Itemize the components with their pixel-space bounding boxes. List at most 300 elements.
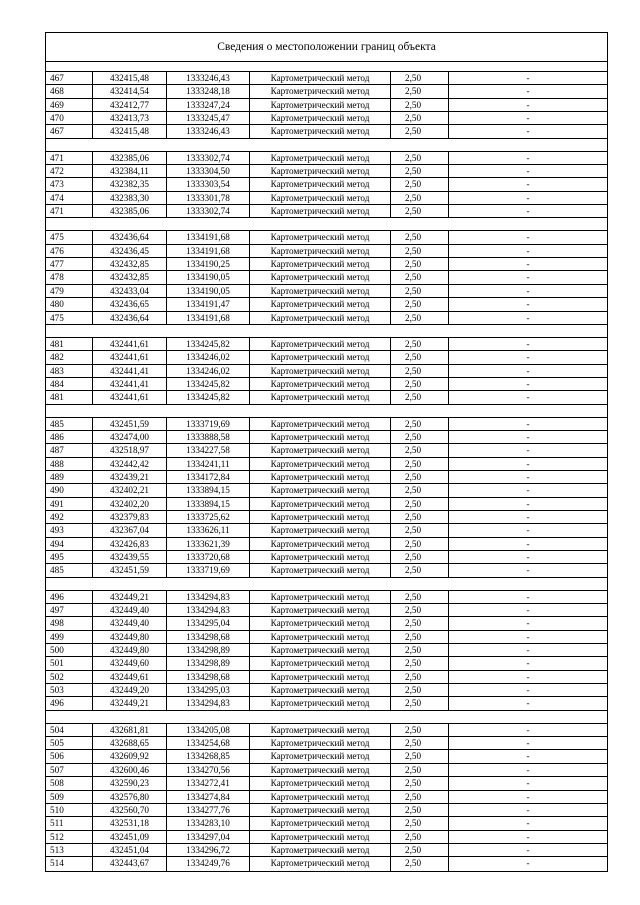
note-cell: -: [526, 113, 530, 124]
point-number-cell: 487: [46, 444, 93, 456]
method-cell: Картометрический метод: [250, 791, 391, 803]
group-separator: [46, 711, 607, 724]
point-number-cell: 511: [46, 817, 93, 829]
coord-y-cell: 1334294,83: [167, 591, 250, 603]
coord-x-cell: 432426,83: [93, 538, 167, 550]
accuracy-cell: 2,50: [391, 72, 449, 84]
coord-x-cell: 432439,21: [93, 471, 167, 483]
group-separator: [46, 62, 607, 72]
note-cell: -: [526, 831, 530, 842]
coord-y-cell: 1334190,05: [167, 285, 250, 297]
note-cell: -: [526, 192, 530, 203]
coord-y-cell: 1334294,83: [167, 604, 250, 616]
method-cell: Картометрический метод: [250, 351, 391, 363]
accuracy-cell: 2,50: [391, 391, 449, 403]
point-number-cell: 514: [46, 857, 93, 870]
coord-y-cell: 1334190,05: [167, 271, 250, 283]
coord-y-cell: 1333246,43: [167, 72, 250, 84]
note-cell: -: [526, 431, 530, 442]
accuracy-cell: 2,50: [391, 844, 449, 856]
method-cell: Картометрический метод: [250, 777, 391, 789]
method-cell: Картометрический метод: [250, 285, 391, 297]
table-row: [46, 750, 607, 763]
table-row: [46, 724, 607, 737]
point-number-cell: 510: [46, 804, 93, 816]
coord-y-cell: 1334172,84: [167, 471, 250, 483]
point-number-cell: 489: [46, 471, 93, 483]
method-cell: Картометрический метод: [250, 418, 391, 430]
method-cell: Картометрический метод: [250, 817, 391, 829]
method-cell: Картометрический метод: [250, 165, 391, 177]
coord-x-cell: 432451,04: [93, 844, 167, 856]
method-cell: Картометрический метод: [250, 657, 391, 669]
table-row: [46, 644, 607, 657]
note-cell: -: [526, 618, 530, 629]
coord-y-cell: 1333719,69: [167, 564, 250, 576]
point-number-cell: 471: [46, 152, 93, 164]
note-cell: -: [526, 738, 530, 749]
point-number-cell: 479: [46, 285, 93, 297]
method-cell: Картометрический метод: [250, 538, 391, 550]
coord-y-cell: 1334245,82: [167, 378, 250, 390]
accuracy-cell: 2,50: [391, 298, 449, 310]
note-cell: -: [526, 844, 530, 855]
method-cell: Картометрический метод: [250, 72, 391, 84]
method-cell: Картометрический метод: [250, 671, 391, 683]
point-number-cell: 498: [46, 617, 93, 629]
coord-x-cell: 432449,20: [93, 684, 167, 696]
note-cell: -: [526, 86, 530, 97]
coord-x-cell: 432609,92: [93, 750, 167, 762]
accuracy-cell: 2,50: [391, 165, 449, 177]
coord-x-cell: 432412,77: [93, 99, 167, 111]
point-number-cell: 478: [46, 271, 93, 283]
table-row: [46, 298, 607, 311]
table-row: [46, 764, 607, 777]
point-number-cell: 486: [46, 431, 93, 443]
note-cell: -: [526, 458, 530, 469]
method-cell: Картометрический метод: [250, 112, 391, 124]
coord-y-cell: 1333304,50: [167, 165, 250, 177]
accuracy-cell: 2,50: [391, 684, 449, 696]
table-body: [46, 62, 607, 871]
accuracy-cell: 2,50: [391, 271, 449, 283]
method-cell: Картометрический метод: [250, 857, 391, 870]
table-title: Сведения о местоположении границ объекта: [46, 33, 607, 62]
group-separator: [46, 325, 607, 338]
accuracy-cell: 2,50: [391, 657, 449, 669]
coord-y-cell: 1333720,68: [167, 551, 250, 563]
coord-y-cell: 1333725,62: [167, 511, 250, 523]
table-row: [46, 112, 607, 125]
coord-y-cell: 1333719,69: [167, 418, 250, 430]
accuracy-cell: 2,50: [391, 511, 449, 523]
coord-x-cell: 432474,00: [93, 431, 167, 443]
coord-y-cell: 1334205,08: [167, 724, 250, 736]
coord-y-cell: 1334298,68: [167, 631, 250, 643]
coord-y-cell: 1334294,83: [167, 697, 250, 709]
method-cell: Картометрический метод: [250, 231, 391, 243]
coord-x-cell: 432441,61: [93, 338, 167, 350]
note-cell: -: [526, 299, 530, 310]
coord-x-cell: 432383,30: [93, 192, 167, 204]
coord-x-cell: 432518,97: [93, 444, 167, 456]
table-row: [46, 511, 607, 524]
coord-y-cell: 1334246,02: [167, 351, 250, 363]
note-cell: -: [526, 751, 530, 762]
note-cell: -: [526, 365, 530, 376]
accuracy-cell: 2,50: [391, 418, 449, 430]
coord-x-cell: 432415,48: [93, 125, 167, 137]
coord-x-cell: 432443,67: [93, 857, 167, 870]
table-row: [46, 657, 607, 670]
coord-x-cell: 432531,18: [93, 817, 167, 829]
note-cell: -: [526, 645, 530, 656]
accuracy-cell: 2,50: [391, 444, 449, 456]
method-cell: Картометрический метод: [250, 444, 391, 456]
coord-x-cell: 432576,80: [93, 791, 167, 803]
accuracy-cell: 2,50: [391, 245, 449, 257]
coord-x-cell: 432439,55: [93, 551, 167, 563]
method-cell: Картометрический метод: [250, 644, 391, 656]
table-row: [46, 205, 607, 218]
note-cell: -: [526, 591, 530, 602]
boundary-table: [45, 32, 608, 872]
method-cell: Картометрический метод: [250, 684, 391, 696]
accuracy-cell: 2,50: [391, 604, 449, 616]
coord-x-cell: 432436,45: [93, 245, 167, 257]
table-row: [46, 192, 607, 205]
note-cell: -: [526, 73, 530, 83]
point-number-cell: 508: [46, 777, 93, 789]
method-cell: Картометрический метод: [250, 205, 391, 217]
coord-y-cell: 1334191,68: [167, 312, 250, 324]
note-cell: -: [526, 698, 530, 709]
accuracy-cell: 2,50: [391, 178, 449, 190]
coord-x-cell: 432441,61: [93, 351, 167, 363]
coord-y-cell: 1333621,39: [167, 538, 250, 550]
coord-y-cell: 1334191,47: [167, 298, 250, 310]
coord-x-cell: 432414,54: [93, 85, 167, 97]
table-row: [46, 564, 607, 577]
method-cell: Картометрический метод: [250, 724, 391, 736]
group-separator: [46, 405, 607, 418]
note-cell: -: [526, 552, 530, 562]
note-cell: -: [526, 232, 530, 243]
coord-y-cell: 1334298,89: [167, 657, 250, 669]
group-separator: [46, 218, 607, 231]
table-row: [46, 312, 607, 325]
accuracy-cell: 2,50: [391, 564, 449, 576]
accuracy-cell: 2,50: [391, 737, 449, 749]
point-number-cell: 475: [46, 231, 93, 243]
accuracy-cell: 2,50: [391, 365, 449, 377]
accuracy-cell: 2,50: [391, 231, 449, 243]
note-cell: -: [526, 392, 530, 403]
note-cell: -: [526, 525, 530, 536]
accuracy-cell: 2,50: [391, 804, 449, 816]
note-cell: -: [526, 485, 530, 496]
point-number-cell: 495: [46, 551, 93, 563]
accuracy-cell: 2,50: [391, 750, 449, 762]
accuracy-cell: 2,50: [391, 458, 449, 470]
accuracy-cell: 2,50: [391, 125, 449, 137]
coord-x-cell: 432382,35: [93, 178, 167, 190]
accuracy-cell: 2,50: [391, 631, 449, 643]
accuracy-cell: 2,50: [391, 312, 449, 324]
coord-y-cell: 1334295,04: [167, 617, 250, 629]
method-cell: Картометрический метод: [250, 178, 391, 190]
note-cell: -: [526, 791, 530, 802]
method-cell: Картометрический метод: [250, 152, 391, 164]
table-row: [46, 271, 607, 284]
table-row: [46, 817, 607, 830]
coord-y-cell: 1334245,82: [167, 391, 250, 403]
note-cell: -: [526, 445, 530, 456]
point-number-cell: 468: [46, 85, 93, 97]
table-row: [46, 152, 607, 165]
point-number-cell: 497: [46, 604, 93, 616]
method-cell: Картометрический метод: [250, 312, 391, 324]
point-number-cell: 506: [46, 750, 93, 762]
point-number-cell: 480: [46, 298, 93, 310]
table-row: [46, 804, 607, 817]
coord-y-cell: 1334283,10: [167, 817, 250, 829]
note-cell: -: [526, 378, 530, 389]
table-row: [46, 631, 607, 644]
table-row: [46, 484, 607, 497]
coord-x-cell: 432449,80: [93, 644, 167, 656]
coord-x-cell: 432384,11: [93, 165, 167, 177]
coord-x-cell: 432451,59: [93, 564, 167, 576]
point-number-cell: 505: [46, 737, 93, 749]
accuracy-cell: 2,50: [391, 205, 449, 217]
accuracy-cell: 2,50: [391, 484, 449, 496]
note-cell: -: [526, 511, 530, 522]
note-cell: -: [526, 338, 530, 349]
note-cell: -: [526, 498, 530, 509]
accuracy-cell: 2,50: [391, 671, 449, 683]
table-row: [46, 431, 607, 444]
point-number-cell: 476: [46, 245, 93, 257]
table-row: [46, 231, 607, 244]
point-number-cell: 485: [46, 418, 93, 430]
accuracy-cell: 2,50: [391, 431, 449, 443]
coord-y-cell: 1334272,41: [167, 777, 250, 789]
point-number-cell: 467: [46, 72, 93, 84]
coord-x-cell: 432402,20: [93, 498, 167, 510]
method-cell: Картометрический метод: [250, 192, 391, 204]
accuracy-cell: 2,50: [391, 351, 449, 363]
point-number-cell: 496: [46, 591, 93, 603]
table-row: [46, 72, 607, 85]
coord-x-cell: 432449,40: [93, 604, 167, 616]
accuracy-cell: 2,50: [391, 498, 449, 510]
coord-y-cell: 1333248,18: [167, 85, 250, 97]
coord-x-cell: 432367,04: [93, 524, 167, 536]
table-row: [46, 444, 607, 457]
coord-x-cell: 432590,23: [93, 777, 167, 789]
coord-x-cell: 432449,60: [93, 657, 167, 669]
accuracy-cell: 2,50: [391, 617, 449, 629]
point-number-cell: 512: [46, 831, 93, 843]
point-number-cell: 513: [46, 844, 93, 856]
point-number-cell: 474: [46, 192, 93, 204]
coord-x-cell: 432413,73: [93, 112, 167, 124]
note-cell: -: [526, 818, 530, 829]
accuracy-cell: 2,50: [391, 378, 449, 390]
point-number-cell: 482: [46, 351, 93, 363]
coord-y-cell: 1333626,11: [167, 524, 250, 536]
coord-x-cell: 432385,06: [93, 152, 167, 164]
coord-y-cell: 1334277,76: [167, 804, 250, 816]
method-cell: Картометрический метод: [250, 99, 391, 111]
note-cell: -: [526, 471, 530, 482]
coord-y-cell: 1333302,74: [167, 205, 250, 217]
coord-y-cell: 1334298,89: [167, 644, 250, 656]
accuracy-cell: 2,50: [391, 551, 449, 563]
coord-y-cell: 1333247,24: [167, 99, 250, 111]
coord-x-cell: 432402,21: [93, 484, 167, 496]
method-cell: Картометрический метод: [250, 750, 391, 762]
coord-x-cell: 432441,41: [93, 378, 167, 390]
accuracy-cell: 2,50: [391, 831, 449, 843]
table-row: [46, 737, 607, 750]
accuracy-cell: 2,50: [391, 112, 449, 124]
point-number-cell: 471: [46, 205, 93, 217]
method-cell: Картометрический метод: [250, 844, 391, 856]
coord-y-cell: 1333303,54: [167, 178, 250, 190]
coord-y-cell: 1334295,03: [167, 684, 250, 696]
method-cell: Картометрический метод: [250, 431, 391, 443]
coord-y-cell: 1334241,11: [167, 458, 250, 470]
coord-y-cell: 1334254,68: [167, 737, 250, 749]
accuracy-cell: 2,50: [391, 471, 449, 483]
note-cell: -: [526, 658, 530, 669]
point-number-cell: 470: [46, 112, 93, 124]
point-number-cell: 475: [46, 312, 93, 324]
method-cell: Картометрический метод: [250, 484, 391, 496]
method-cell: Картометрический метод: [250, 498, 391, 510]
coord-x-cell: 432449,21: [93, 591, 167, 603]
coord-x-cell: 432451,59: [93, 418, 167, 430]
accuracy-cell: 2,50: [391, 85, 449, 97]
method-cell: Картометрический метод: [250, 804, 391, 816]
table-row: [46, 378, 607, 391]
note-cell: -: [526, 764, 530, 775]
table-row: [46, 458, 607, 471]
method-cell: Картометрический метод: [250, 85, 391, 97]
table-row: [46, 125, 607, 138]
note-cell: -: [526, 858, 530, 869]
accuracy-cell: 2,50: [391, 697, 449, 709]
method-cell: Картометрический метод: [250, 471, 391, 483]
table-row: [46, 285, 607, 298]
coord-y-cell: 1333302,74: [167, 152, 250, 164]
method-cell: Картометрический метод: [250, 365, 391, 377]
accuracy-cell: 2,50: [391, 258, 449, 270]
coord-x-cell: 432433,04: [93, 285, 167, 297]
method-cell: Картометрический метод: [250, 245, 391, 257]
note-cell: -: [526, 312, 530, 323]
note-cell: -: [526, 285, 530, 296]
table-row: [46, 791, 607, 804]
coord-y-cell: 1334268,85: [167, 750, 250, 762]
note-cell: -: [526, 778, 530, 789]
note-cell: -: [526, 259, 530, 270]
coord-y-cell: 1333246,43: [167, 125, 250, 137]
accuracy-cell: 2,50: [391, 857, 449, 870]
method-cell: Картометрический метод: [250, 617, 391, 629]
note-cell: -: [526, 99, 530, 110]
method-cell: Картометрический метод: [250, 391, 391, 403]
accuracy-cell: 2,50: [391, 152, 449, 164]
table-row: [46, 418, 607, 431]
coord-y-cell: 1333894,15: [167, 484, 250, 496]
table-row: [46, 857, 607, 870]
accuracy-cell: 2,50: [391, 285, 449, 297]
coord-x-cell: 432688,65: [93, 737, 167, 749]
table-row: [46, 165, 607, 178]
table-row: [46, 697, 607, 710]
coord-y-cell: 1334296,72: [167, 844, 250, 856]
method-cell: Картометрический метод: [250, 697, 391, 709]
table-row: [46, 538, 607, 551]
table-row: [46, 551, 607, 564]
coord-x-cell: 432600,46: [93, 764, 167, 776]
note-cell: -: [526, 418, 530, 429]
method-cell: Картометрический метод: [250, 258, 391, 270]
note-cell: -: [526, 538, 530, 549]
note-cell: -: [526, 166, 530, 177]
coord-y-cell: 1334298,68: [167, 671, 250, 683]
note-cell: -: [526, 206, 530, 217]
method-cell: Картометрический метод: [250, 125, 391, 137]
note-cell: -: [526, 804, 530, 815]
coord-x-cell: 432681,81: [93, 724, 167, 736]
coord-x-cell: 432436,64: [93, 312, 167, 324]
point-number-cell: 493: [46, 524, 93, 536]
point-number-cell: 503: [46, 684, 93, 696]
coord-x-cell: 432449,40: [93, 617, 167, 629]
accuracy-cell: 2,50: [391, 817, 449, 829]
note-cell: -: [526, 685, 530, 696]
table-row: [46, 99, 607, 112]
table-row: [46, 844, 607, 857]
point-number-cell: 467: [46, 125, 93, 137]
coord-x-cell: 432442,42: [93, 458, 167, 470]
coord-x-cell: 432449,61: [93, 671, 167, 683]
table-row: [46, 245, 607, 258]
method-cell: Картометрический метод: [250, 271, 391, 283]
note-cell: -: [526, 272, 530, 283]
method-cell: Картометрический метод: [250, 591, 391, 603]
table-row: [46, 351, 607, 364]
coord-x-cell: 432441,61: [93, 391, 167, 403]
table-row: [46, 471, 607, 484]
coord-y-cell: 1334227,58: [167, 444, 250, 456]
table-row: [46, 604, 607, 617]
group-separator: [46, 139, 607, 152]
accuracy-cell: 2,50: [391, 538, 449, 550]
point-number-cell: 483: [46, 365, 93, 377]
accuracy-cell: 2,50: [391, 338, 449, 350]
coord-x-cell: 432432,85: [93, 271, 167, 283]
point-number-cell: 473: [46, 178, 93, 190]
coord-x-cell: 432451,09: [93, 831, 167, 843]
table-row: [46, 684, 607, 697]
point-number-cell: 485: [46, 564, 93, 576]
